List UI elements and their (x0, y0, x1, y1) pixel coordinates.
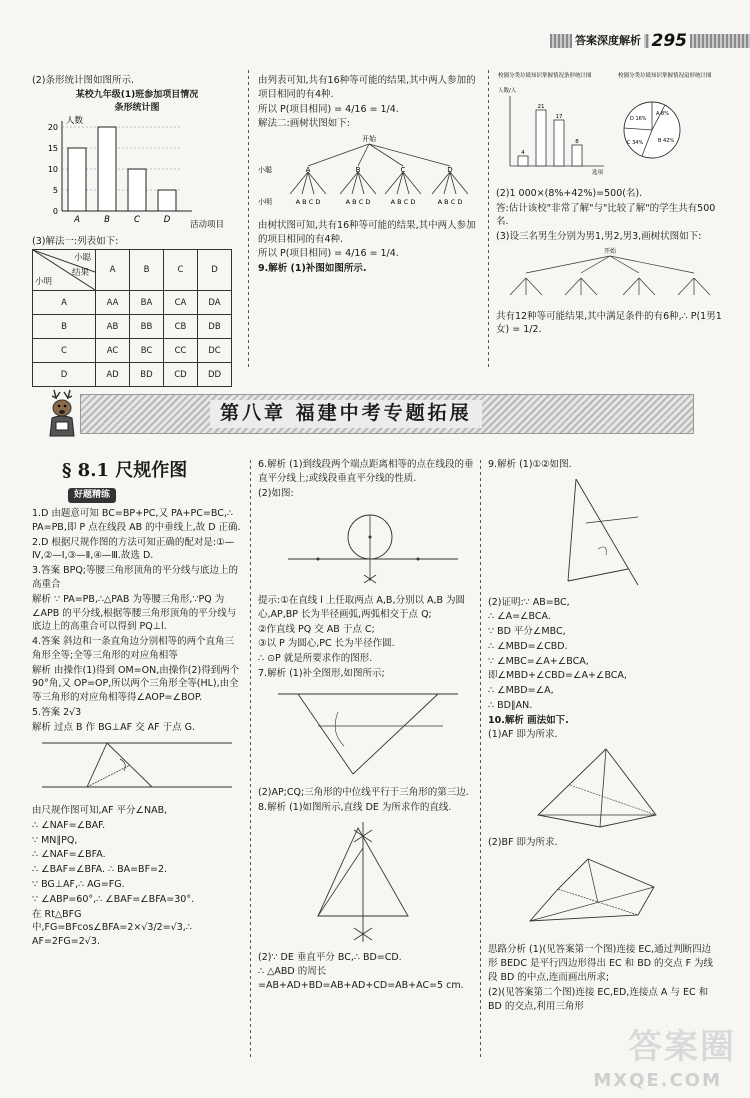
answer-item: 4.答案 斜边和一条直角边分别相等的两个直角三角形全等;全等三角形的对应角相等 (32, 636, 235, 661)
chart1-bar (554, 120, 564, 166)
table-cell: DA (198, 291, 232, 315)
chart1-xlabel: 选项 (592, 170, 604, 176)
chart1-bar (536, 110, 546, 166)
segment-bd (318, 848, 363, 916)
segment-bd (530, 887, 654, 921)
chart1-bar (518, 156, 528, 166)
triangle-side (353, 694, 438, 774)
y-tick-label: 0 (52, 206, 58, 216)
chart2-title: 校園分类垃圾知识掌握情况扇形统计图 (618, 73, 712, 79)
answer-item: 由尺规作图可知,AF 平分∠NAB, (32, 805, 168, 817)
tree-leaves: A B C D (295, 198, 321, 207)
table-col-header: C (164, 250, 198, 291)
mid-probability: 所以 P(项目相同) = 4/16 = 1/4. (258, 103, 399, 115)
answer-item: 解析 ∵ PA=PB,∴△PAB 为等腰三角形,∵PQ 为∠APB 的平分线,根据等腰三角形顶角的平分线与底边上的高重合可以得到 PQ⊥l. (32, 593, 237, 633)
answer-item: 提示:①在直线 l 上任取两点 A,B,分别以 A,B 为圆心,AP,BP 长为半径画弧,两弧相交于点 Q; (258, 595, 466, 620)
top-right-column (496, 70, 724, 338)
page-header (0, 0, 750, 52)
tree-node: C (400, 166, 406, 175)
right-paragraph: 共有12种等可能结果,其中满足条件的有6种,∴ P(1男1女) = 1/2. (496, 310, 722, 336)
chapter-banner (40, 388, 692, 438)
pie-label: B 42% (658, 138, 675, 144)
right-paragraph: 答:估计该校"非常了解"与"比较了解"的学生共有500名. (496, 202, 716, 228)
answer-item: (2)AP;CQ;三角形的中位线平行于三角形的第三边. (258, 787, 469, 799)
section-badge: 好题精练 (68, 488, 116, 503)
shape-outline (530, 859, 654, 921)
table-cell: CC (164, 339, 198, 363)
table-col-header: A (96, 250, 130, 291)
column-divider (488, 70, 489, 370)
answer-item: ∵ MN∥PQ, (32, 834, 78, 846)
answer-item: ∴ ∠NAF=∠BAF. (32, 819, 106, 831)
x-axis-label: 活动项目 (190, 219, 225, 230)
activity-bar-chart (32, 115, 242, 230)
answer-item: ∴ BD∥AN. (488, 699, 533, 711)
table-row-header: B (33, 315, 96, 339)
side-bc (568, 569, 628, 581)
quadrilateral-figure-1 (488, 743, 718, 831)
x-tick-label: A (74, 214, 80, 225)
table-cell: AC (96, 339, 130, 363)
corner-label-left: 小明 (35, 277, 53, 288)
bottom-right-column (488, 458, 718, 1014)
mid-paragraph: 解法二:画树状图如下: (258, 118, 350, 130)
midline-figure (258, 682, 474, 782)
answer-item: 在 Rt△BFG 中,FG=BFcos∠BFA=2×√3/2=√3,∴ AF=2FG=2√3. (32, 908, 192, 948)
answer-item: 3.答案 BPQ;等腰三角形顶角的平分线与底边上的高重合 (32, 565, 239, 590)
answer-item: 5.答案 2√3 (32, 706, 82, 718)
answer-item: ∴ △ABD 的周长=AB+AD+BD=AB+AD+CD=AB+AC=5 cm. (258, 966, 464, 992)
answer-item: ∴ ∠MBD=∠CBD. (488, 640, 568, 652)
chapter-title: 第八章 福建中考专题拓展 (210, 400, 482, 428)
top-middle-column (258, 74, 480, 277)
y-axis-label: 人数 (66, 115, 84, 126)
answer-item: (2)如图: (258, 487, 294, 499)
answer-item: 8.解析 (1)如图所示,直线 DE 为所求作的直线. (258, 802, 452, 814)
quadrilateral-figure-2 (488, 851, 718, 939)
tree-leaves: A B C D (437, 198, 463, 207)
corner-label-mid: 结果 (71, 268, 89, 279)
y-tick-label: 20 (47, 122, 58, 132)
tree-row-label: 小聪 (258, 166, 272, 175)
table-row-header: D (33, 363, 96, 387)
x-tick-label: B (104, 214, 110, 225)
chart1-value: 8 (575, 139, 579, 145)
table-cell: CA (164, 291, 198, 315)
table-cell: AB (96, 315, 130, 339)
bar-A (68, 148, 86, 211)
answer-item: ∴ ∠A=∠BCA. (488, 611, 551, 623)
thinking-analysis: 思路分析 (1)(见答案第一个图)连接 EC,通过判断四边形 BEDC 是平行四边形得出 EC 和 BD 的交点 F 为线段 BD 的中点,连而画出所求; (488, 944, 714, 984)
tree-diagram-2 (496, 245, 724, 305)
x-tick-label: C (134, 214, 140, 225)
triangle-side (298, 694, 353, 774)
page-number: 295 (649, 29, 691, 54)
answer-item: ∴ ⊙P 就是所要求作的图形. (258, 653, 373, 665)
table-cell: BD (130, 363, 164, 387)
header-title: 答案深度解析 (572, 33, 644, 49)
answer-item: 7.解析 (1)补全图形,如图所示; (258, 667, 385, 679)
line-af (107, 743, 152, 787)
answer-item: ∵ ∠ABP=60°,∴ ∠BAF=∠BFA=30°. (32, 893, 195, 905)
parallel-lines-figure (32, 735, 242, 799)
line-bg (87, 765, 130, 787)
bottom-left-column (32, 458, 242, 950)
answer-item: (2)证明:∵ AB=BC, (488, 596, 570, 608)
tree-node: A (305, 166, 311, 175)
thinking-analysis: (2)(见答案第二个图)连接 EC,ED,连接点 A 与 EC 和 BD 的交点,利用三角形 (488, 986, 709, 1012)
y-tick-label: 15 (47, 143, 58, 153)
outcome-table (32, 249, 232, 387)
table-cell: DC (198, 339, 232, 363)
column-divider (250, 460, 251, 1060)
table-row (33, 315, 232, 339)
pie-label: D 16% (630, 116, 647, 122)
pie-label: C 34% (627, 140, 644, 146)
tree-branches (290, 144, 468, 194)
table-row-header: C (33, 339, 96, 363)
bar-chart-intro: (2)条形统计图如图所示. (32, 75, 134, 86)
answer-item: ∴ ∠MBD=∠A, (488, 685, 554, 697)
answer-item: 2.D 根据尺规作图的方法可知正确的配对是:①—Ⅳ,②—Ⅰ,③—Ⅱ,④—Ⅲ.故选 D. (32, 536, 235, 562)
table-cell: DB (198, 315, 232, 339)
circle-construction-figure (258, 501, 474, 589)
y-tick-label: 10 (47, 164, 58, 174)
x-tick-label: D (163, 214, 171, 225)
point-b (417, 558, 420, 561)
bar-D (158, 190, 176, 211)
method-one-text: (3)解法一:列表如下: (32, 235, 119, 247)
right-paragraph: (2)1 000×(8%+42%)=500(名). (496, 187, 643, 199)
mid-paragraph: 由列表可知,共有16种等可能的结果,其中两人参加的项目相同的有4种. (258, 75, 476, 100)
point-a (317, 558, 320, 561)
answer-item: ∴ ∠BAF=∠BFA. ∴ BA=BF=2. (32, 864, 168, 876)
tree-leaves: A B C D (390, 198, 416, 207)
answer-item: 即∠MBD+∠CBD=∠A+∠BCA, (488, 670, 627, 682)
table-cell: BB (130, 315, 164, 339)
ray-an (576, 479, 638, 585)
answer-item: ③以 P 为圆心,PC 长为半径作圆. (258, 638, 395, 650)
q10-heading: 10.解析 画法如下. (488, 714, 569, 726)
pie-chart (624, 102, 680, 158)
table-col-header: D (198, 250, 232, 291)
garbage-knowledge-charts (496, 70, 724, 182)
table-row (33, 291, 232, 315)
table-col-header: B (130, 250, 164, 291)
bar-chart-title: 某校九年级(1)班参加项目情况 条形统计图 (75, 89, 199, 113)
table-corner-cell (33, 250, 96, 291)
right-paragraph: (3)设三名男生分别为男1,男2,男3,画树状图如下: (496, 231, 702, 243)
answer-item: 1.D 由题意可知 BC=BP+PC,又 PA+PC=BC,∴ PA=PB,即 P 点在线段 AB 的中垂线上,故 D 正确. (32, 508, 241, 533)
watermark-logo: 答案圈 (628, 1026, 736, 1067)
table-row (33, 363, 232, 387)
top-left-column (32, 74, 242, 387)
answer-item: ②作直线 PQ 交 AB 于点 C; (258, 623, 375, 635)
chart1-value: 21 (537, 104, 545, 110)
answer-item: ∵ BG⊥AF,∴ AG=FG. (32, 878, 125, 890)
table-row-header: A (33, 291, 96, 315)
tree-node: D (447, 166, 453, 175)
segment-ec (570, 785, 656, 815)
chart1-value: 4 (521, 150, 525, 156)
tree-row-label: 小明 (258, 198, 272, 207)
column-divider (248, 70, 249, 370)
construction-arc (335, 712, 344, 746)
bar-C (128, 169, 146, 211)
line-ab (87, 743, 107, 787)
tree-node: B (355, 166, 361, 175)
mid-probability: 所以 P(项目相同) = 4/16 = 1/4. (258, 248, 399, 260)
answer-item: 解析 由操作(1)得到 OM=ON,由操作(2)得到两个 90°角,又 OP=OP,所以两个三角形全等(HL),由全等三角形的对应角相等得∠AOP=∠BOP. (32, 664, 240, 704)
corner-label-top: 小聪 (73, 253, 91, 264)
tree-start-label: 开始 (362, 135, 376, 144)
watermark-url: MXQE.COM (593, 1069, 722, 1091)
answer-item: ∵ BD 平分∠MBC, (488, 626, 566, 638)
table-cell: AA (96, 291, 130, 315)
reindeer-mascot-icon (40, 388, 84, 438)
bottom-middle-column (258, 458, 474, 994)
table-cell: CD (164, 363, 198, 387)
table-cell: BC (130, 339, 164, 363)
construction-arc (598, 547, 606, 555)
pie-label: A 8% (656, 111, 669, 117)
answer-item: (1)AF 即为所求. (488, 729, 558, 741)
chart1-bar (572, 145, 582, 166)
chart1-value: 17 (555, 114, 563, 120)
table-cell: BA (130, 291, 164, 315)
angle-bisector-figure (488, 473, 718, 591)
answer-item: ∵ ∠MBC=∠A+∠BCA, (488, 655, 589, 667)
tree-diagram-1 (258, 132, 480, 214)
perpendicular-bisector-figure (258, 816, 474, 946)
bar-B (98, 127, 116, 211)
chart1-ylabel: 人数/人 (498, 88, 517, 94)
table-cell: DD (198, 363, 232, 387)
tree-branches (510, 256, 710, 295)
answer-item: 6.解析 (1)到线段两个端点距离相等的点在线段的垂直平分线上;或线段垂直平分线的性质. (258, 459, 474, 484)
answer-item: (2)∵ DE 垂直平分 BC,∴ BD=CD. (258, 951, 402, 963)
table-cell: CB (164, 315, 198, 339)
q9-heading: 9.解析 (1)补图如图所示. (258, 263, 367, 275)
table-cell: AD (96, 363, 130, 387)
segment-af (588, 859, 598, 903)
mid-paragraph: 由树状图可知,共有16种等可能的结果,其中两人参加的项目相同的有4种. (258, 219, 476, 245)
tree-start-label: 开始 (603, 247, 617, 255)
column-divider (480, 460, 481, 1060)
answer-item: (2)BF 即为所求. (488, 836, 558, 848)
y-tick-label: 5 (52, 185, 58, 195)
answer-item: ∴ ∠NAF=∠BFA. (32, 849, 106, 861)
section-title: § 8.1 尺规作图 (62, 460, 188, 481)
ray-bd (586, 517, 638, 523)
side-ab (568, 479, 576, 581)
chart1-title: 校園分类垃圾知识掌握情况条形统计图 (498, 73, 592, 79)
answer-item: 解析 过点 B 作 BG⊥AF 交 AF 于点 G. (32, 721, 195, 733)
tree-leaves: A B C D (345, 198, 371, 207)
answer-item: 9.解析 (1)①②如图. (488, 459, 572, 470)
table-row (33, 339, 232, 363)
